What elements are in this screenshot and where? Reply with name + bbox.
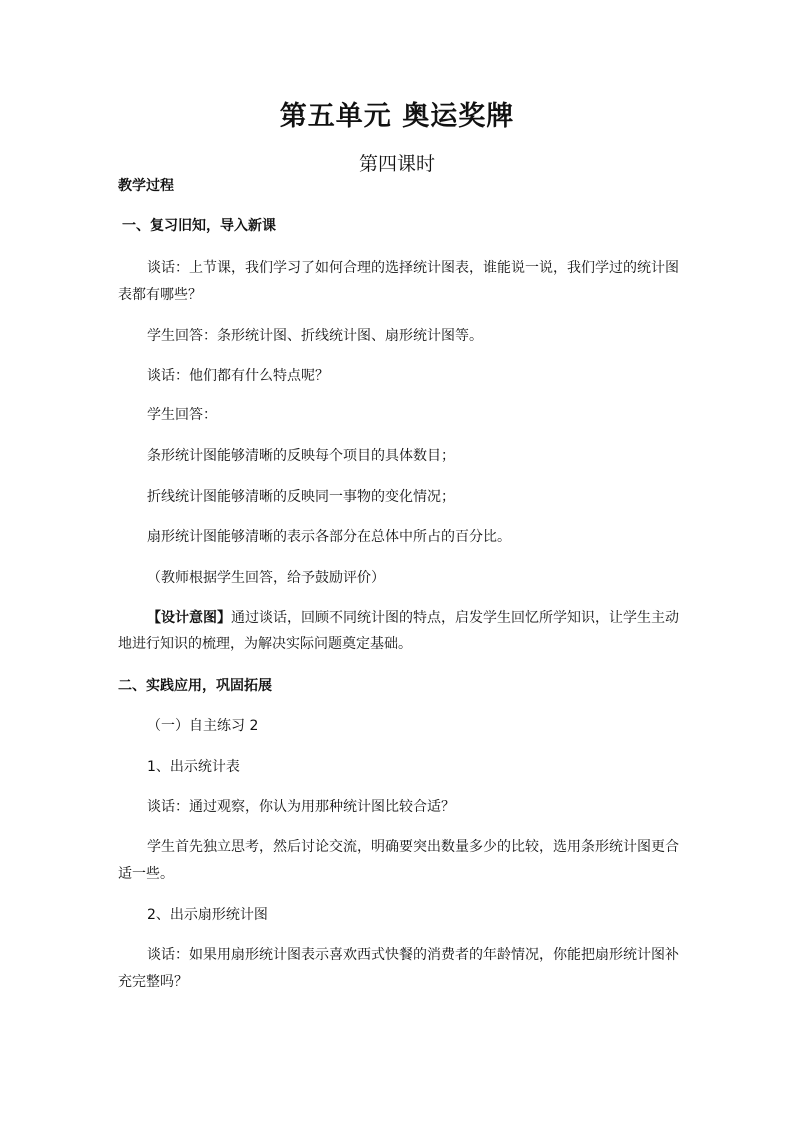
paragraph: 1、出示统计表	[147, 759, 240, 775]
paragraph: 谈话：他们都有什么特点呢？	[147, 368, 329, 384]
document-subtitle: 第四课时	[358, 153, 435, 175]
paragraph: 折线统计图能够清晰的反映同一事物的变化情况；	[147, 489, 455, 505]
paragraph: 条形统计图能够清晰的反映每个项目的具体数目；	[147, 448, 455, 464]
part1-heading: 一、复习旧知，导入新课	[122, 218, 276, 234]
paragraph: 学生回答：条形统计图、折线统计图、扇形统计图等。	[147, 328, 483, 344]
paragraph: 表都有哪些？	[118, 287, 202, 303]
paragraph: 2、出示扇形统计图	[147, 907, 268, 923]
paragraph: （一）自主练习 2	[147, 718, 259, 734]
paragraph: 谈话：上节课，我们学习了如何合理的选择统计图表，谁能说一说，我们学过的统计图	[147, 260, 679, 276]
document-title: 第五单元 奥运奖牌	[279, 101, 515, 132]
design-intent-tag: 【设计意图】	[147, 610, 231, 626]
section-heading: 教学过程	[118, 178, 174, 194]
paragraph: 学生首先独立思考，然后讨论交流，明确要突出数量多少的比较，选用条形统计图更合	[147, 839, 679, 855]
paragraph: （教师根据学生回答，给予鼓励评价）	[147, 570, 385, 586]
paragraph: 地进行知识的梳理，为解决实际问题奠定基础。	[118, 636, 412, 652]
design-intent-paragraph	[147, 608, 679, 628]
paragraph: 适一些。	[118, 866, 174, 882]
paragraph: 扇形统计图能够清晰的表示各部分在总体中所占的百分比。	[147, 529, 511, 545]
paragraph: 谈话：通过观察，你认为用那种统计图比较合适？	[147, 799, 455, 815]
part2-heading: 二、实践应用，巩固拓展	[118, 678, 272, 694]
paragraph: 谈话：如果用扇形统计图表示喜欢西式快餐的消费者的年龄情况，你能把扇形统计图补	[147, 947, 679, 963]
paragraph: 充完整吗？	[118, 974, 188, 990]
paragraph: 学生回答：	[147, 407, 217, 423]
design-intent-text: 通过谈话，回顾不同统计图的特点，启发学生回忆所学知识，让学生主动	[231, 610, 679, 626]
